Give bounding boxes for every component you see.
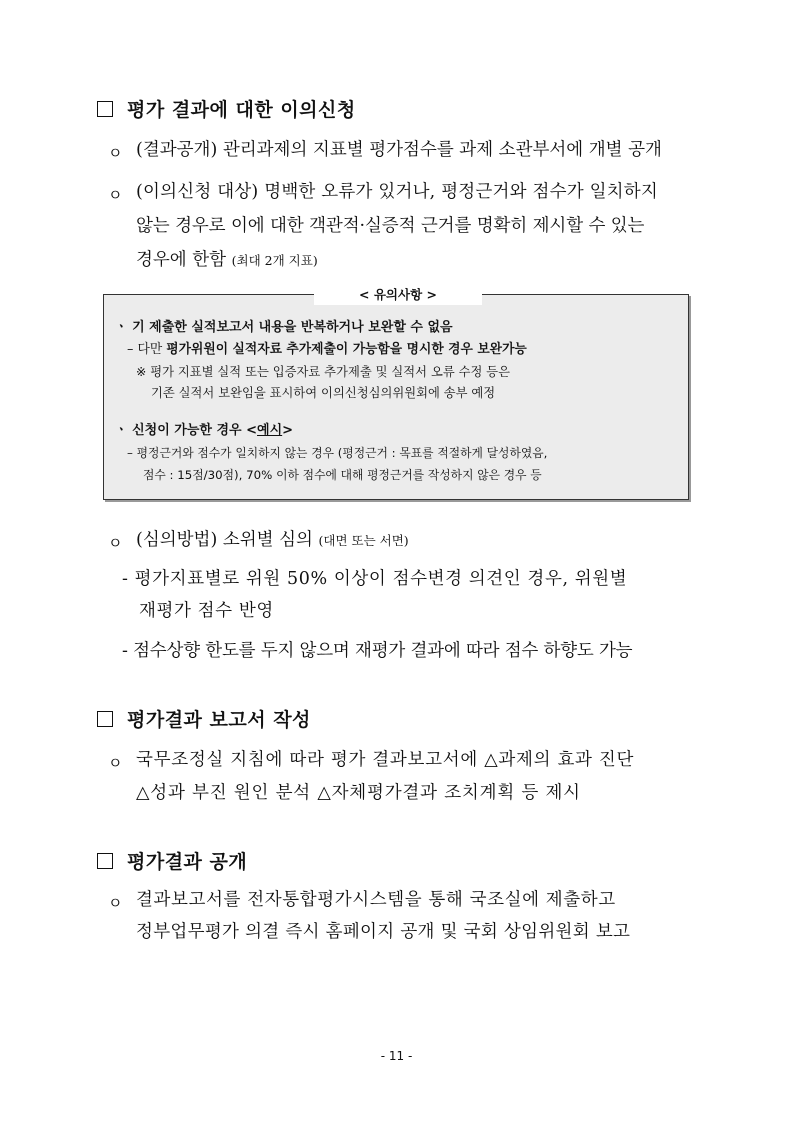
checkbox-square-icon [97, 853, 113, 869]
notice-item-1a-bold: 평가위원이 실적자료 추가제출이 가능함을 명시한 경우 보완가능 [166, 342, 527, 357]
section-heading-appeal [97, 95, 356, 122]
section-title: 평가 결과에 대한 이의신청 [127, 99, 356, 121]
notice-item-2 [115, 422, 293, 440]
appeal-item-1: (결과공개) 관리과제의 지표별 평가점수를 과제 소관부서에 개별 공개 [136, 140, 662, 160]
circle-bullet-icon: ㅇ [108, 754, 123, 772]
circle-bullet-icon: ㅇ [108, 534, 123, 552]
page-number: - 11 - [380, 1049, 413, 1063]
notice-item-1a-prefix: – 다만 [127, 342, 167, 357]
notice-item-1: ㆍ 기 제출한 실적보고서 내용을 반복하거나 보완할 수 없음 [115, 320, 453, 335]
section-title: 평가결과 공개 [127, 851, 248, 873]
section-heading-publish [97, 847, 247, 874]
section-title: 평가결과 보고서 작성 [127, 709, 311, 731]
appeal-item-3-text: (심의방법) 소위별 심의 [136, 530, 313, 550]
report-line-2: △성과 부진 원인 분석 △자체평가결과 조치계획 등 제시 [136, 783, 581, 803]
notice-title: < 유의사항 > [314, 285, 482, 305]
appeal-item-2-note: (최대 2개 지표) [231, 253, 318, 268]
notice-item-1b-line1: ※ 평가 지표별 실적 또는 입증자료 추가제출 및 실적서 오류 수정 등은 [136, 365, 511, 379]
appeal-sub-1-line2: 재평가 점수 반영 [139, 601, 274, 621]
checkbox-square-icon [97, 711, 113, 727]
circle-bullet-icon: ㅇ [108, 144, 123, 162]
notice-item-1a [127, 341, 527, 359]
checkbox-square-icon [97, 101, 113, 117]
circle-bullet-icon: ㅇ [108, 186, 123, 204]
appeal-item-2-text: 경우에 한함 [136, 250, 227, 270]
circle-bullet-icon: ㅇ [108, 894, 123, 912]
appeal-sub-2: - 점수상향 한도를 두지 않으며 재평가 결과에 따라 점수 하향도 가능 [122, 641, 633, 661]
section-heading-report [97, 705, 311, 732]
notice-item-2-example: 예시 [257, 423, 283, 438]
notice-item-2-suffix: > [282, 423, 294, 438]
publish-line-2: 정부업무평가 의결 즉시 홈페이지 공개 및 국회 상임위원회 보고 [136, 922, 631, 942]
appeal-sub-1-line1: - 평가지표별로 위원 50% 이상이 점수변경 의견인 경우, 위원별 [122, 569, 628, 589]
appeal-item-3 [136, 528, 409, 553]
publish-line-1: 결과보고서를 전자통합평가시스템을 통해 국조실에 제출하고 [136, 890, 616, 910]
report-line-1: 국무조정실 지침에 따라 평가 결과보고서에 △과제의 효과 진단 [136, 750, 635, 770]
notice-item-1b-line2: 기존 실적서 보완임을 표시하여 이의신청심의위원회에 송부 예정 [151, 386, 496, 400]
appeal-item-2-line2: 않는 경우로 이에 대한 객관적·실증적 근거를 명확히 제시할 수 있는 [136, 216, 645, 236]
appeal-item-2-line3 [136, 248, 318, 273]
notice-item-2-prefix: ㆍ 신청이 가능한 경우 < [115, 423, 258, 438]
notice-item-2a-line1: – 평정근거와 점수가 일치하지 않는 경우 (평정근거 : 목표를 적절하게 달성하였음, [127, 446, 548, 460]
notice-item-2a-line2: 점수 : 15점/30점), 70% 이하 점수에 대해 평정근거를 작성하지 않은 경우 등 [143, 468, 542, 482]
appeal-item-2-line1: (이의신청 대상) 명백한 오류가 있거나, 평정근거와 점수가 일치하지 [136, 182, 658, 202]
appeal-item-3-note: (대면 또는 서면) [318, 533, 409, 548]
